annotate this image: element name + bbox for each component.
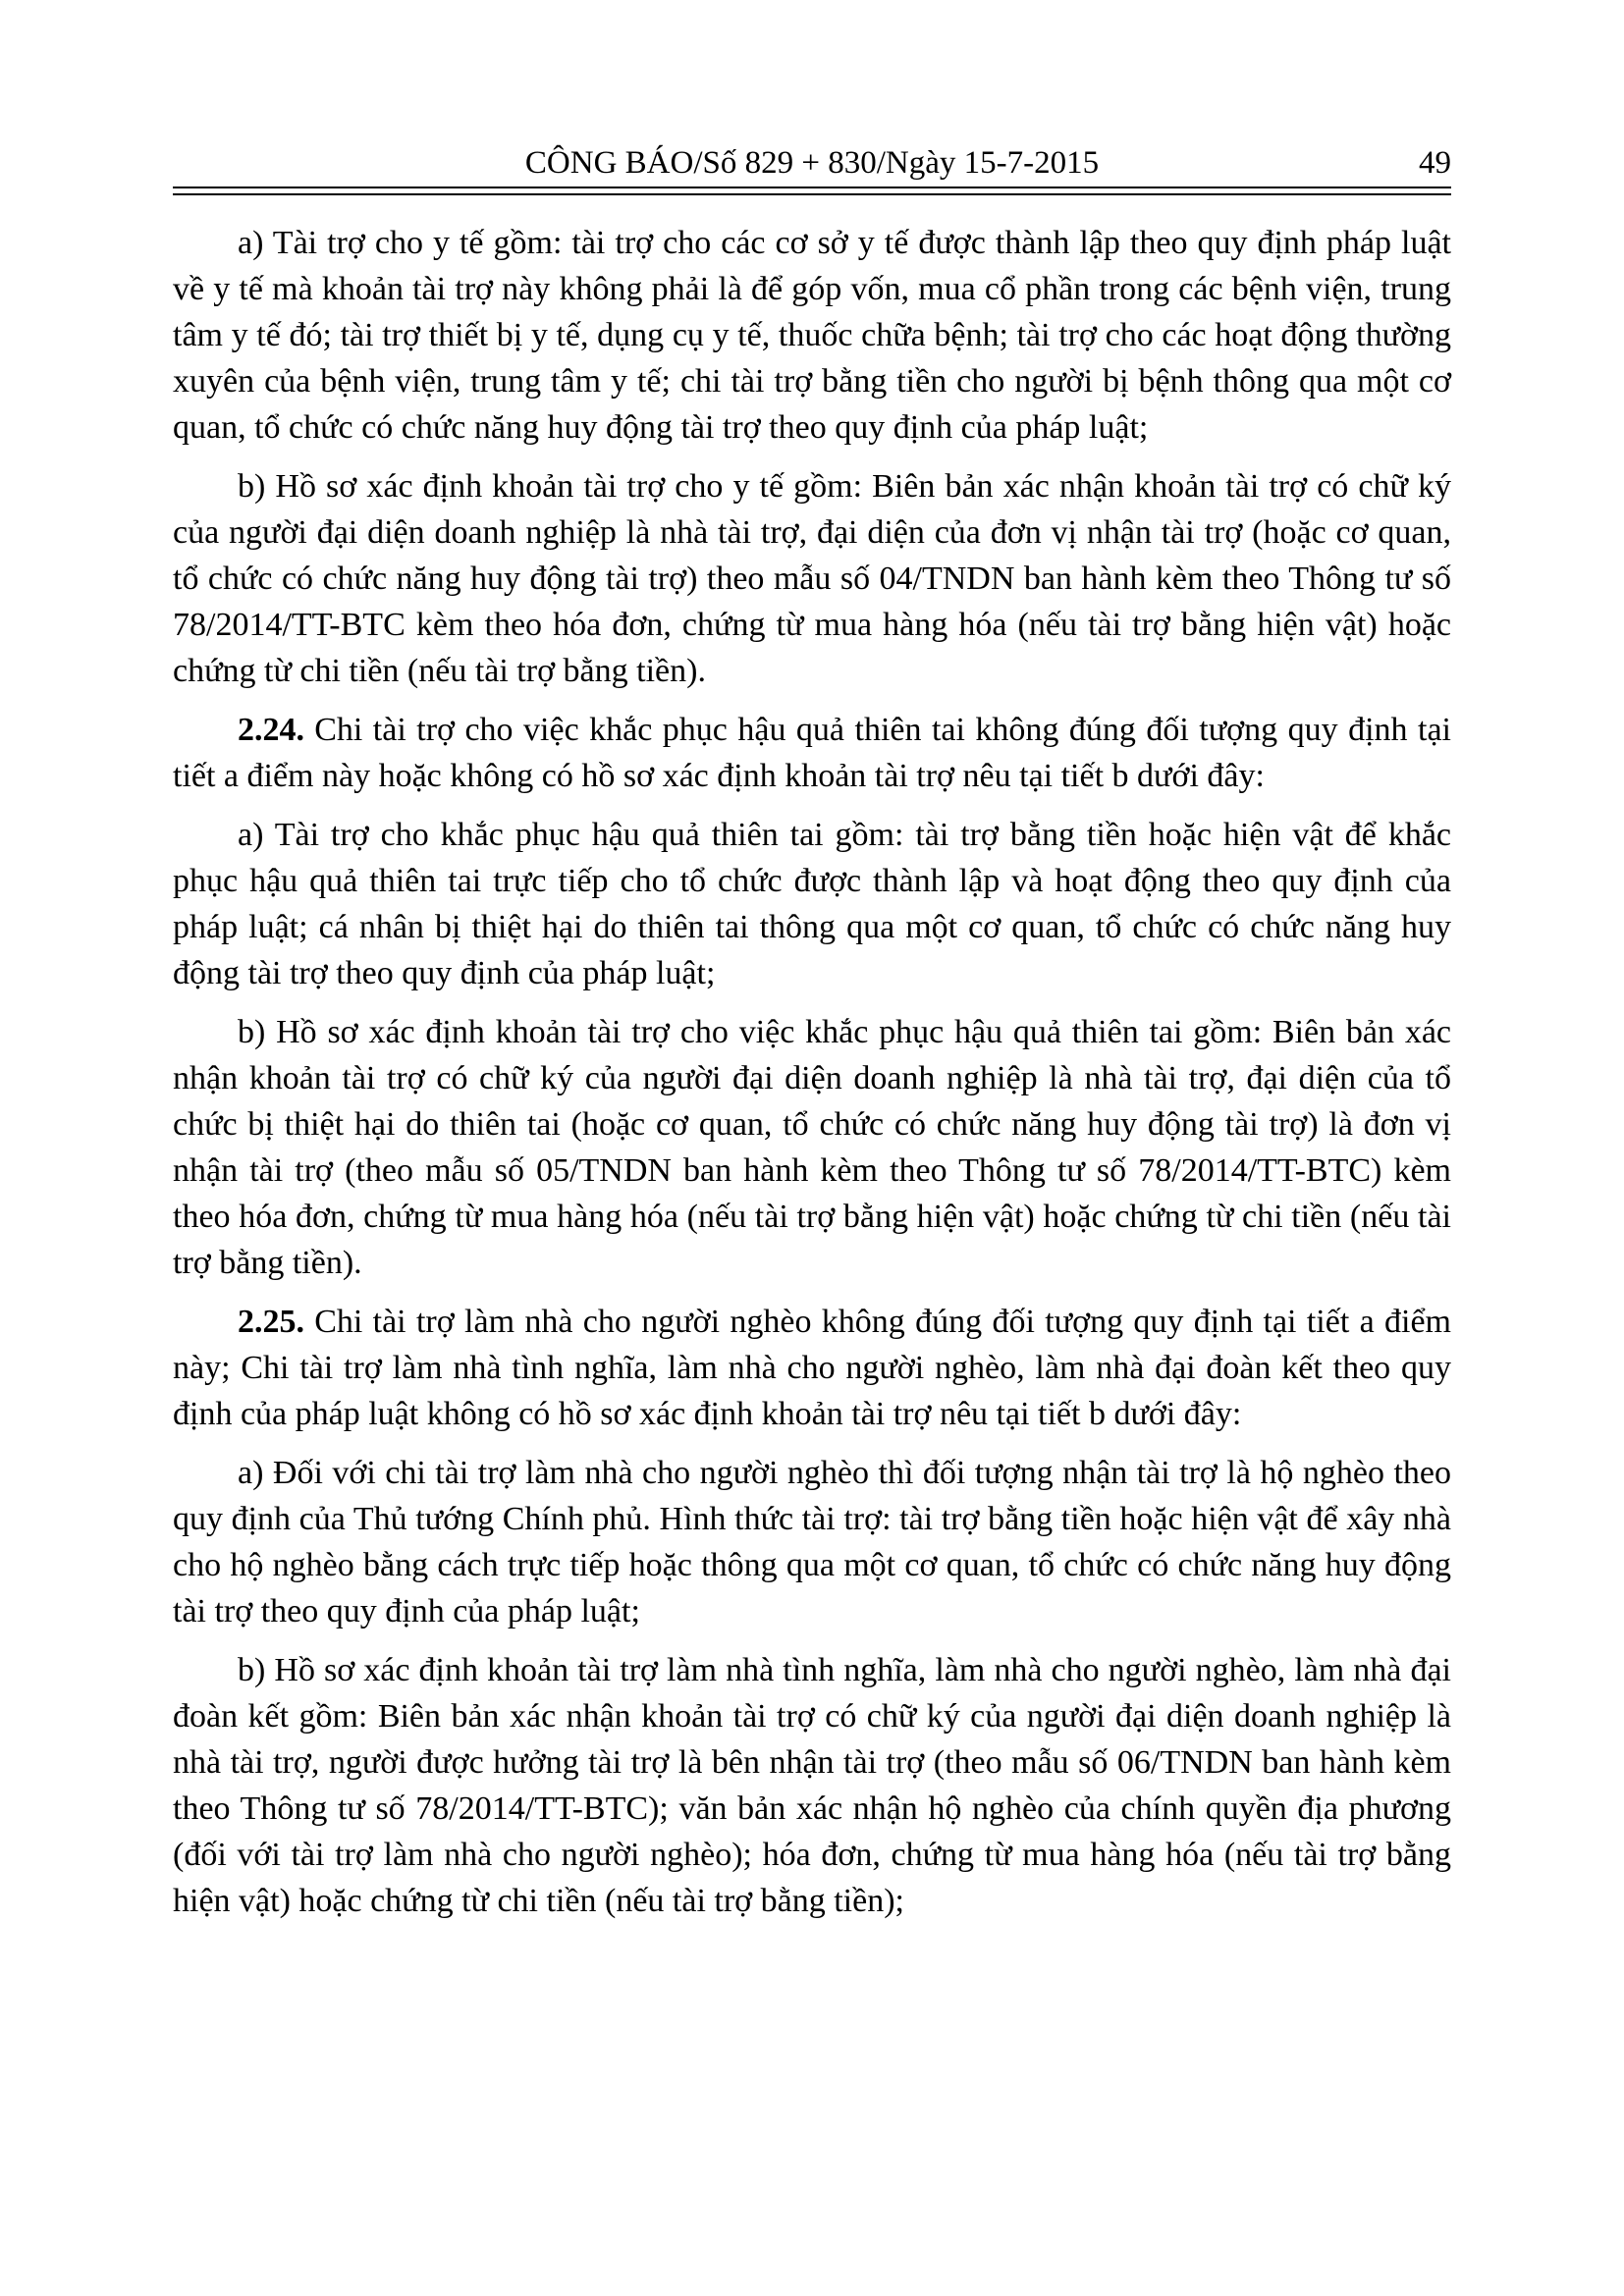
paragraph — [173, 707, 1451, 799]
paragraph — [173, 1647, 1451, 1924]
clause-number: 2.25. — [238, 1304, 304, 1340]
paragraph-text: a) Tài trợ cho y tế gồm: tài trợ cho các cơ sở y tế được thành lập theo quy định pháp luật về y tế mà khoản tài trợ này không phải là để góp vốn, mua cổ phần trong các bệnh viện, trung tâm y tế đó; tài trợ thiết bị y tế, dụng cụ y tế, thuốc chữa bệnh; tài trợ cho các hoạt động thường xuyên của bệnh viện, trung tâm y tế; chi tài trợ bằng tiền cho người bị bệnh thông qua một cơ quan, tổ chức có chức năng huy động tài trợ theo quy định của pháp luật; — [173, 225, 1451, 446]
page-header — [173, 143, 1451, 185]
clause-number: 2.24. — [238, 712, 304, 748]
paragraph-text: b) Hồ sơ xác định khoản tài trợ cho việc khắc phục hậu quả thiên tai gồm: Biên bản xác nhận khoản tài trợ có chữ ký của người đại diện doanh nghiệp là nhà tài trợ, đại diện của tổ chức bị thiệt hại do thiên tai (hoặc cơ quan, tổ chức có chức năng huy động tài trợ) là đơn vị nhận tài trợ (theo mẫu số 05/TNDN ban hành kèm theo Thông tư số 78/2014/TT-BTC) kèm theo hóa đơn, chứng từ mua hàng hóa (nếu tài trợ bằng hiện vật) hoặc chứng từ chi tiền (nếu tài trợ bằng tiền). — [173, 1014, 1451, 1281]
paragraph — [173, 220, 1451, 451]
paragraph — [173, 812, 1451, 996]
page-number: 49 — [1419, 145, 1451, 181]
header-divider — [173, 187, 1451, 195]
paragraph-text: Chi tài trợ cho việc khắc phục hậu quả thiên tai không đúng đối tượng quy định tại tiết a điểm này hoặc không có hồ sơ xác định khoản tài trợ nêu tại tiết b dưới đây: — [173, 712, 1451, 794]
paragraph — [173, 1299, 1451, 1437]
paragraph-text: a) Đối với chi tài trợ làm nhà cho người nghèo thì đối tượng nhận tài trợ là hộ nghèo theo quy định của Thủ tướng Chính phủ. Hình thức tài trợ: tài trợ bằng tiền hoặc hiện vật để xây nhà cho hộ nghèo bằng cách trực tiếp hoặc thông qua một cơ quan, tổ chức có chức năng huy động tài trợ theo quy định của pháp luật; — [173, 1455, 1451, 1629]
paragraph-text: b) Hồ sơ xác định khoản tài trợ làm nhà tình nghĩa, làm nhà cho người nghèo, làm nhà đại đoàn kết gồm: Biên bản xác nhận khoản tài trợ có chữ ký của người đại diện doanh nghiệp là nhà tài trợ, người được hưởng tài trợ là bên nhận tài trợ (theo mẫu số 06/TNDN ban hành kèm theo Thông tư số 78/2014/TT-BTC); văn bản xác nhận hộ nghèo của chính quyền địa phương (đối với tài trợ làm nhà cho người nghèo); hóa đơn, chứng từ mua hàng hóa (nếu tài trợ bằng hiện vật) hoặc chứng từ chi tiền (nếu tài trợ bằng tiền); — [173, 1652, 1451, 1919]
paragraph-text: b) Hồ sơ xác định khoản tài trợ cho y tế gồm: Biên bản xác nhận khoản tài trợ có chữ ký của người đại diện doanh nghiệp là nhà tài trợ, đại diện của đơn vị nhận tài trợ (hoặc cơ quan, tổ chức có chức năng huy động tài trợ) theo mẫu số 04/TNDN ban hành kèm theo Thông tư số 78/2014/TT-BTC kèm theo hóa đơn, chứng từ mua hàng hóa (nếu tài trợ bằng hiện vật) hoặc chứng từ chi tiền (nếu tài trợ bằng tiền). — [173, 468, 1451, 689]
paragraph — [173, 463, 1451, 694]
paragraph — [173, 1009, 1451, 1286]
paragraph — [173, 1450, 1451, 1634]
paragraph-text: Chi tài trợ làm nhà cho người nghèo không đúng đối tượng quy định tại tiết a điểm này; Chi tài trợ làm nhà tình nghĩa, làm nhà cho người nghèo, làm nhà đại đoàn kết theo quy định của pháp luật không có hồ sơ xác định khoản tài trợ nêu tại tiết b dưới đây: — [173, 1304, 1451, 1432]
header-title: CÔNG BÁO/Số 829 + 830/Ngày 15-7-2015 — [524, 145, 1100, 181]
document-body — [173, 220, 1451, 1937]
paragraph-text: a) Tài trợ cho khắc phục hậu quả thiên tai gồm: tài trợ bằng tiền hoặc hiện vật để khắc phục hậu quả thiên tai trực tiếp cho tổ chức được thành lập và hoạt động theo quy định của pháp luật; cá nhân bị thiệt hại do thiên tai thông qua một cơ quan, tổ chức có chức năng huy động tài trợ theo quy định của pháp luật; — [173, 817, 1451, 991]
